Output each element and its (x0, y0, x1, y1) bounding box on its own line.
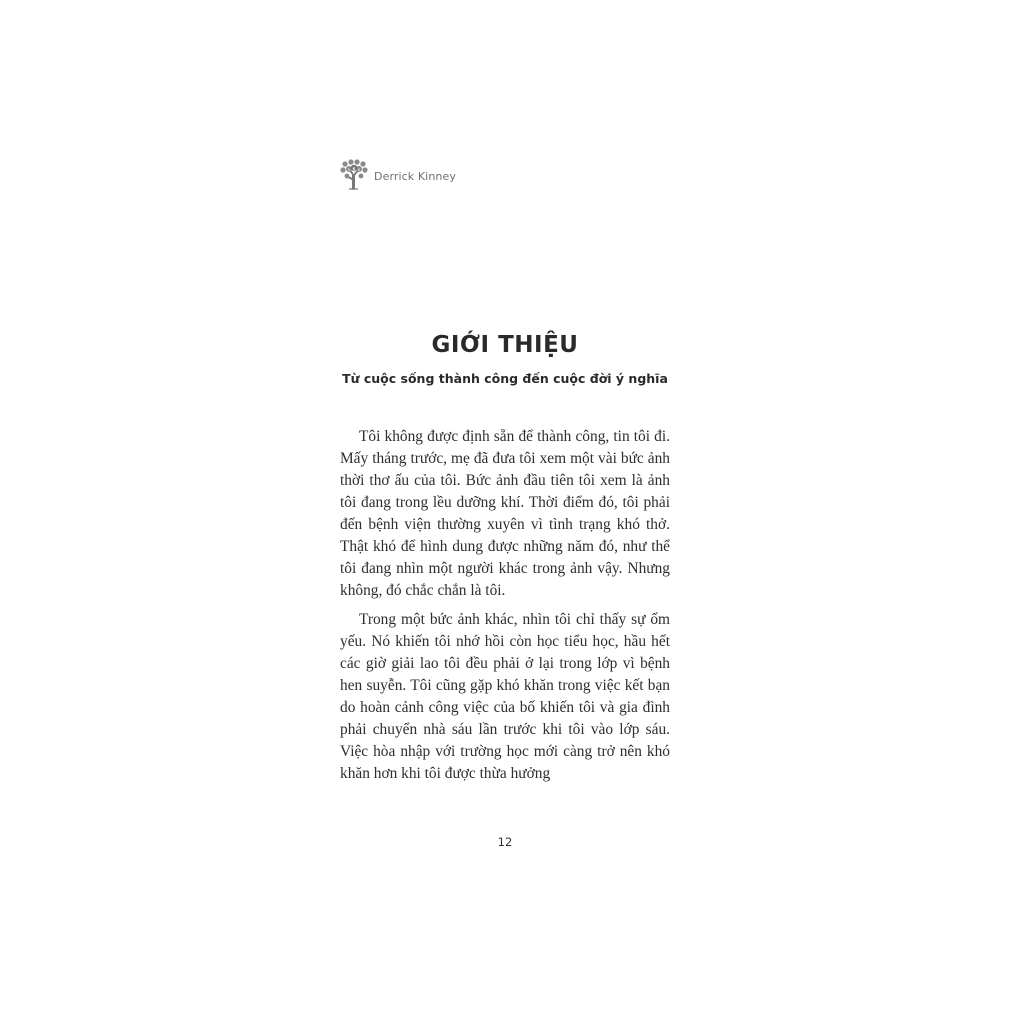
money-tree-icon (339, 158, 369, 190)
body-text (340, 426, 670, 792)
svg-text:$: $ (357, 167, 361, 173)
chapter-title: GIỚI THIỆU (431, 332, 579, 358)
running-header (339, 158, 456, 190)
chapter-subtitle: Từ cuộc sống thành công đến cuộc đời ý nghĩa (342, 371, 668, 386)
paragraph: Tôi không được định sẵn để thành công, tin tôi đi. Mấy tháng trước, mẹ đã đưa tôi xem một vài bức ảnh thời thơ ấu của tôi. Bức ảnh đầu tiên tôi xem là ảnh tôi đang trong lều dưỡng khí. Thời điểm đó, tôi phải đến bệnh viện thường xuyên vì tình trạng khó thở. Thật khó để hình dung được những năm đó, như thể tôi đang nhìn một người khác trong ảnh vậy. Nhưng không, đó chắc chắn là tôi. (340, 428, 670, 599)
page-number: 12 (497, 835, 513, 849)
author-name: Derrick Kinney (374, 169, 456, 183)
svg-text:$: $ (352, 167, 356, 173)
svg-text:$: $ (347, 167, 351, 173)
paragraph: Trong một bức ảnh khác, nhìn tôi chỉ thấy sự ốm yếu. Nó khiến tôi nhớ hồi còn học tiểu học, hầu hết các giờ giải lao tôi đều phải ở lại trong lớp vì bệnh hen suyễn. Tôi cũng gặp khó khăn trong việc kết bạn do hoàn cảnh công việc của bố khiến tôi và gia đình phải chuyển nhà sáu lần trước khi tôi vào lớp sáu. Việc hòa nhập với trường học mới càng trở nên khó khăn hơn khi tôi được thừa hưởng (340, 611, 670, 782)
